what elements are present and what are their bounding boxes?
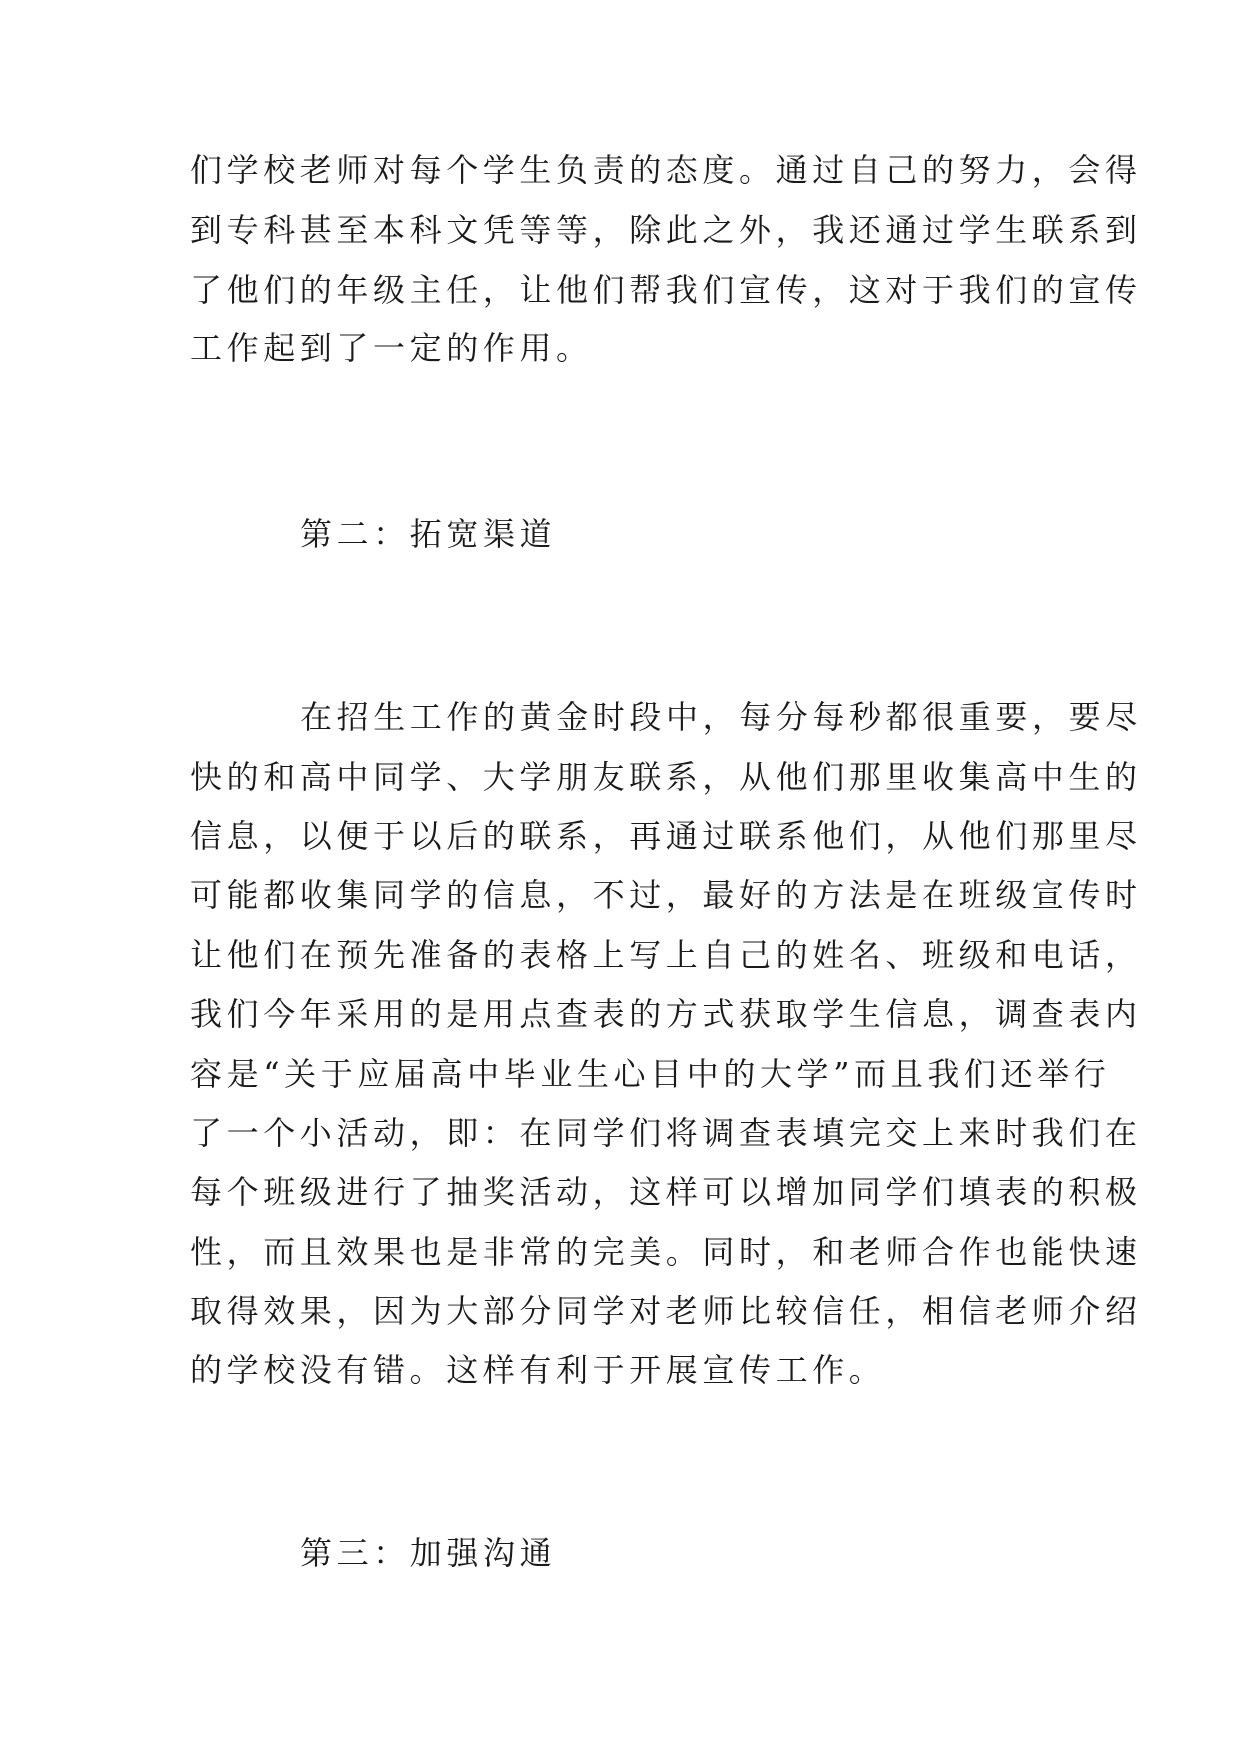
paragraph-2-line-10: 性，而且效果也是非常的完美。同时，和老师合作也能快速 xyxy=(190,1233,1142,1271)
paragraph-1-line-3: 了他们的年级主任，让他们帮我们宣传，这对于我们的宣传 xyxy=(190,271,1142,309)
paragraph-2-line-8: 了一个小活动，即：在同学们将调查表填完交上来时我们在 xyxy=(190,1114,1142,1152)
paragraph-1-line-2: 到专科甚至本科文凭等等，除此之外，我还通过学生联系到 xyxy=(190,211,1142,249)
paragraph-2-line-9: 每个班级进行了抽奖活动，这样可以增加同学们填表的积极 xyxy=(190,1173,1142,1211)
paragraph-1-line-4: 工作起到了一定的作用。 xyxy=(190,329,593,367)
paragraph-2-line-11: 取得效果，因为大部分同学对老师比较信任，相信老师介绍 xyxy=(190,1292,1142,1330)
paragraph-2-line-7: 容是“关于应届高中毕业生心目中的大学”而且我们还举行 xyxy=(190,1055,1111,1093)
section-heading-3: 第三：加强沟通 xyxy=(300,1534,557,1572)
paragraph-2-line-1: 在招生工作的黄金时段中，每分每秒都很重要，要尽 xyxy=(300,698,1142,736)
paragraph-1-line-1: 们学校老师对每个学生负责的态度。通过自己的努力，会得 xyxy=(190,151,1142,189)
section-heading-2: 第二：拓宽渠道 xyxy=(300,515,557,553)
paragraph-2-line-5: 让他们在预先准备的表格上写上自己的姓名、班级和电话， xyxy=(190,936,1142,974)
paragraph-2-line-12: 的学校没有错。这样有利于开展宣传工作。 xyxy=(190,1351,886,1389)
paragraph-2-line-2: 快的和高中同学、大学朋友联系，从他们那里收集高中生的 xyxy=(190,758,1142,796)
paragraph-2-line-6: 我们今年采用的是用点查表的方式获取学生信息，调查表内 xyxy=(190,995,1142,1033)
paragraph-2-line-4: 可能都收集同学的信息，不过，最好的方法是在班级宣传时 xyxy=(190,876,1142,914)
paragraph-2-line-3: 信息，以便于以后的联系，再通过联系他们，从他们那里尽 xyxy=(190,817,1142,855)
